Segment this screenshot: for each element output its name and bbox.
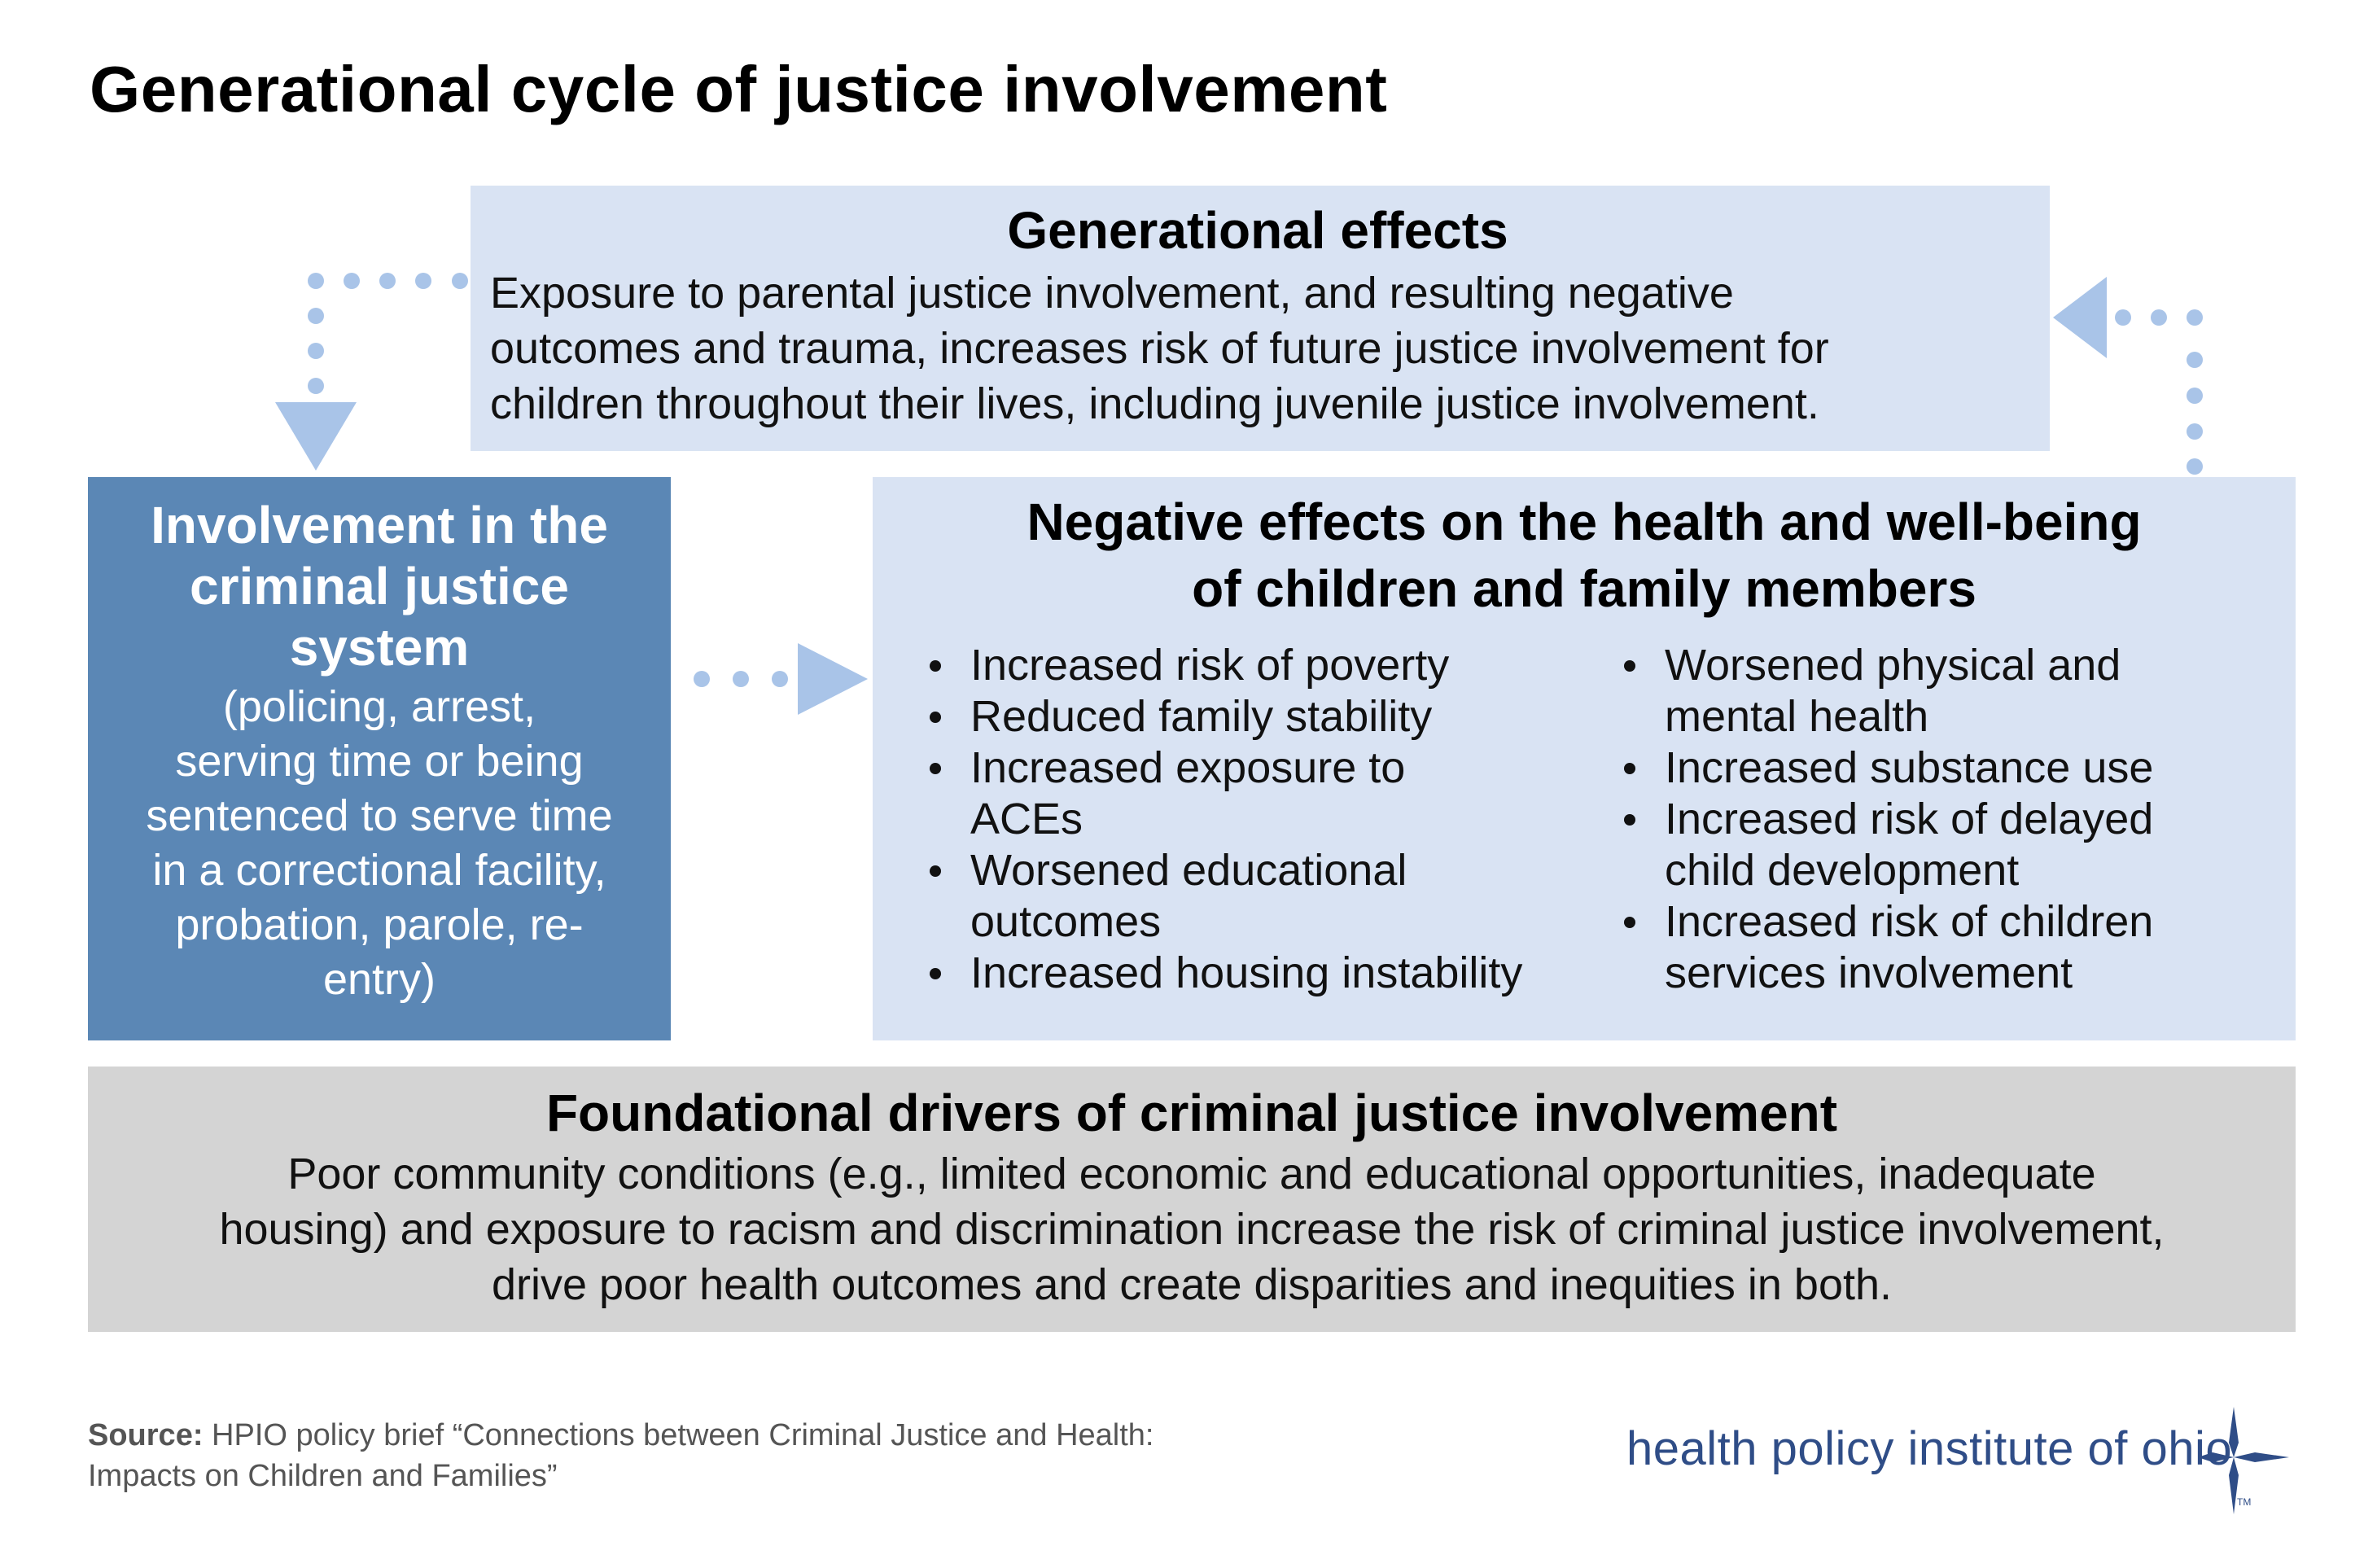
generational-line: children throughout their lives, including juvenile justice involvement. (490, 379, 1819, 428)
list-item-text: Reduced family stability (970, 692, 1433, 741)
list-item-text: Increased risk of poverty (970, 641, 1450, 690)
foundational-line: drive poor health outcomes and create disparities and inequities in both. (491, 1260, 1893, 1309)
source-line (88, 1415, 1472, 1456)
negative-title-line: of children and family members (1192, 559, 1976, 618)
list-item-text: outcomes (970, 897, 1162, 946)
involvement-title-line: criminal justice (190, 557, 569, 615)
hpio-logo-text: health policy institute of ohio (1626, 1422, 2233, 1475)
list-item-text: Increased risk of delayed (1665, 795, 2154, 843)
involvement-line: sentenced to serve time (146, 791, 613, 840)
involvement-title-line: system (289, 618, 470, 677)
negative-title-line: Negative effects on the health and well-being (1027, 493, 2142, 551)
source-text: HPIO policy brief “Connections between Criminal Justice and Health: (203, 1418, 1154, 1452)
arrow-generational-to-involvement (275, 273, 468, 471)
arrow-down-icon (275, 402, 357, 471)
list-item-text: ACEs (970, 795, 1083, 843)
source-label: Source: (88, 1418, 204, 1452)
foundational-line: Poor community conditions (e.g., limited economic and educational opportunities, inadequate (287, 1150, 2096, 1198)
list-item-text: services involvement (1665, 948, 2073, 997)
involvement-line: entry) (322, 955, 436, 1004)
generational-effects-title: Generational effects (1007, 201, 1508, 260)
trademark-mark: TM (2237, 1496, 2252, 1508)
involvement-line: serving time or being (175, 737, 584, 786)
list-item-text: Increased substance use (1665, 743, 2154, 792)
source-line: Impacts on Children and Families” (88, 1459, 558, 1493)
source-citation (88, 1415, 1472, 1496)
involvement-line: (policing, arrest, (222, 682, 536, 731)
involvement-line: probation, parole, re- (175, 900, 584, 949)
list-item-text: mental health (1665, 692, 1929, 741)
generational-line: Exposure to parental justice involvement, and resulting negative (490, 269, 1734, 318)
list-item-text: child development (1665, 846, 2020, 895)
foundational-line: housing) and exposure to racism and discrimination increase the risk of criminal justice involvement, (219, 1205, 2165, 1254)
involvement-title-line: Involvement in the (151, 496, 608, 554)
arrow-involvement-to-negative (694, 643, 868, 715)
arrow-right-icon (798, 643, 868, 715)
page-title: Generational cycle of justice involvement (90, 53, 1388, 125)
list-item-text: Worsened educational (970, 846, 1407, 895)
list-item-text: Increased housing instability (970, 948, 1523, 997)
list-item-text: Increased exposure to (970, 743, 1406, 792)
involvement-line: in a correctional facility, (152, 846, 606, 895)
foundational-drivers-title: Foundational drivers of criminal justice involvement (545, 1084, 1838, 1142)
list-item-text: Worsened physical and (1665, 641, 2121, 690)
generational-line: outcomes and trauma, increases risk of future justice involvement for (490, 324, 1829, 373)
arrow-left-icon (2053, 277, 2107, 358)
arrow-negative-to-generational (2053, 277, 2203, 475)
list-item-text: Increased risk of children (1665, 897, 2154, 946)
